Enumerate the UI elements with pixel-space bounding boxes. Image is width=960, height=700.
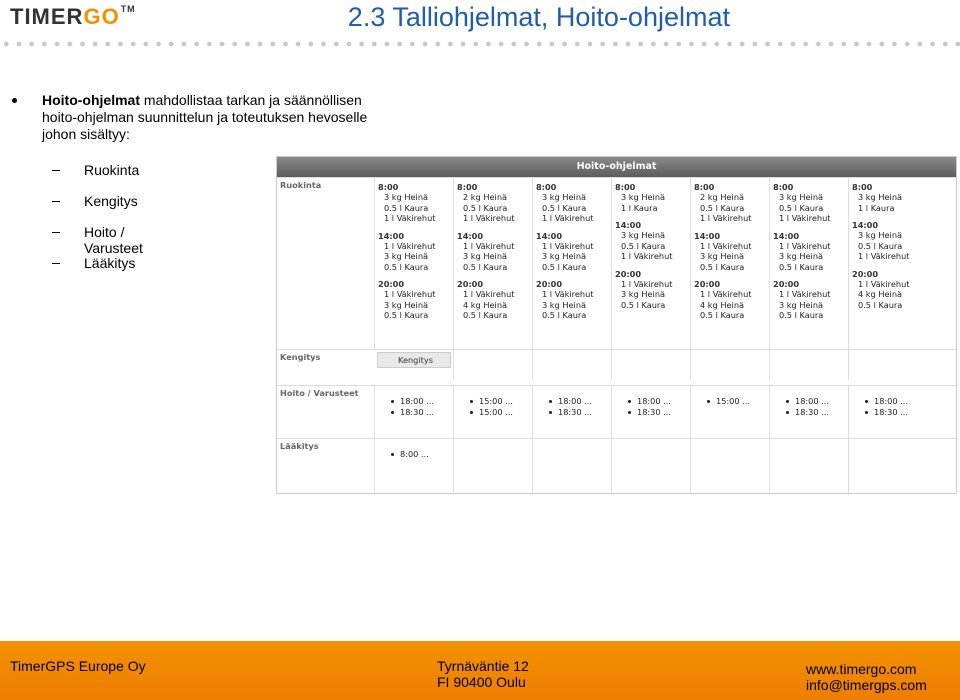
footer-email-link[interactable]: info@timergps.com: [806, 677, 927, 693]
dash-icon: [52, 263, 60, 264]
feed-item: 0.5 l Kaura: [858, 240, 903, 251]
feed-item: 1 l Väkirehut: [542, 289, 594, 299]
feed-item: 3 kg Heinä: [384, 192, 429, 202]
bullet-icon: [12, 98, 17, 103]
hoito-entry[interactable]: 15:00 ...: [691, 396, 766, 407]
laakitys-day-column: [611, 439, 687, 495]
feed-item: 1 l Väkirehut: [384, 240, 436, 251]
intro-text: mahdollistaa tarkan ja säännöllisen hoito-ohjelman suunnittelun ja toteutuksen hevoselle johon sisältyy:: [42, 92, 368, 142]
feeding-time: 8:00: [536, 182, 557, 192]
feeding-time: 20:00: [615, 268, 642, 279]
feed-item: 1 l Väkirehut: [621, 251, 673, 261]
hoito-day-column: [611, 386, 687, 439]
hoito-entry[interactable]: 18:30 ...: [770, 407, 845, 418]
feeding-time: 20:00: [378, 279, 405, 289]
feed-item: 1 l Väkirehut: [779, 213, 831, 223]
ruokinta-day-column: [848, 178, 924, 350]
feeding-time: 8:00: [694, 182, 715, 192]
hoito-day-column: [532, 386, 608, 439]
feed-item: 3 kg Heinä: [858, 230, 903, 240]
laakitys-day-column: [453, 439, 529, 495]
hoito-ohjelmat-panel: [276, 156, 957, 494]
feed-item: 0.5 l Kaura: [700, 310, 745, 320]
feed-item: 3 kg Heinä: [384, 251, 429, 261]
timergo-logo: [10, 4, 136, 30]
laakitys-day-column: [690, 439, 766, 495]
feed-item: 1 l Väkirehut: [542, 240, 594, 251]
slot-gap: [457, 224, 529, 230]
hoito-entry[interactable]: 18:00 ...: [533, 396, 608, 407]
row-label-kengitys: Kengitys: [280, 352, 321, 362]
kengitys-day-column: [611, 350, 687, 380]
slot-gap: [852, 262, 924, 268]
laakitys-day-column: [769, 439, 845, 495]
feed-item: 0.5 l Kaura: [779, 202, 824, 213]
feeding-time: 8:00: [378, 182, 399, 192]
hoito-day-column: [690, 386, 766, 439]
list-item-label: Lääkitys: [84, 255, 136, 271]
kengitys-button[interactable]: Kengitys: [377, 352, 451, 368]
hoito-entry[interactable]: 18:00 ...: [612, 396, 687, 407]
feeding-time: 20:00: [457, 279, 484, 289]
footer-address: [437, 658, 529, 690]
feed-item: 1 l Väkirehut: [542, 213, 594, 223]
feed-item: 1 l Kaura: [621, 202, 658, 213]
feed-item: 0.5 l Kaura: [858, 299, 903, 310]
ruokinta-day-column: [532, 178, 608, 350]
hoito-entry[interactable]: 18:30 ...: [533, 407, 608, 418]
feeding-time: 14:00: [852, 220, 879, 230]
footer-contact: [806, 661, 927, 693]
feed-item: 1 l Väkirehut: [779, 240, 831, 251]
slot-gap: [378, 272, 450, 278]
feed-item: 1 l Väkirehut: [700, 240, 752, 251]
logo-tm: TM: [120, 4, 136, 14]
feed-item: 3 kg Heinä: [779, 251, 824, 261]
kengitys-day-column: [690, 350, 766, 380]
laakitys-entry[interactable]: 8:00 ...: [375, 449, 450, 460]
intro-bold: Hoito-ohjelmat: [42, 92, 140, 108]
feed-item: 4 kg Heinä: [463, 299, 508, 310]
feeding-time: 20:00: [773, 279, 800, 289]
row-label-hoito: Hoito / Varusteet: [280, 388, 359, 398]
logo-text-go: GO: [83, 4, 120, 29]
feeding-time: 14:00: [457, 230, 484, 241]
laakitys-row: [277, 438, 956, 495]
row-label-ruokinta: Ruokinta: [280, 180, 322, 190]
list-item-label: Kengitys: [84, 193, 138, 209]
slot-gap: [773, 272, 845, 278]
footer-web-link[interactable]: www.timergo.com: [806, 661, 917, 677]
slot-gap: [694, 272, 766, 278]
feed-item: 1 l Väkirehut: [858, 251, 910, 261]
ruokinta-day-column: [690, 178, 766, 350]
feed-item: 0.5 l Kaura: [384, 310, 429, 320]
ruokinta-day-column: [769, 178, 845, 350]
feed-item: 3 kg Heinä: [779, 192, 824, 202]
feeding-time: 8:00: [852, 182, 873, 192]
slot-gap: [694, 224, 766, 230]
hoito-day-column: [453, 386, 529, 439]
feed-item: 0.5 l Kaura: [384, 202, 429, 213]
feed-item: 0.5 l Kaura: [384, 261, 429, 272]
feed-item: 1 l Väkirehut: [700, 213, 752, 223]
feed-item: 3 kg Heinä: [779, 299, 824, 310]
feeding-time: 8:00: [457, 182, 478, 192]
laakitys-day-column: [848, 439, 924, 495]
hoito-entry[interactable]: 18:00 ...: [375, 396, 450, 407]
laakitys-day-column: [374, 439, 450, 495]
feed-item: 1 l Väkirehut: [779, 289, 831, 299]
row-label-laakitys: Lääkitys: [280, 441, 319, 451]
hoito-entry[interactable]: 18:30 ...: [612, 407, 687, 418]
feed-item: 0.5 l Kaura: [779, 310, 824, 320]
feeding-time: 14:00: [536, 230, 563, 241]
hoito-entry[interactable]: 18:30 ...: [849, 407, 924, 418]
intro-paragraph: [42, 92, 392, 143]
feeding-time: 20:00: [852, 268, 879, 279]
feed-item: 0.5 l Kaura: [463, 310, 508, 320]
list-item-label: Hoito / Varusteet: [84, 224, 143, 256]
footer-street: Tyrnäväntie 12: [437, 658, 529, 674]
feed-item: 0.5 l Kaura: [700, 202, 745, 213]
hoito-day-column: [769, 386, 845, 439]
ruokinta-day-column: [611, 178, 687, 350]
feed-item: 1 l Kaura: [858, 202, 895, 213]
feed-item: 3 kg Heinä: [858, 192, 903, 202]
slot-gap: [615, 262, 687, 268]
hoito-entry[interactable]: 18:00 ...: [770, 396, 845, 407]
footer: [0, 641, 960, 700]
slot-gap: [852, 213, 924, 219]
feed-item: 3 kg Heinä: [621, 192, 666, 202]
feed-item: 0.5 l Kaura: [700, 261, 745, 272]
kengitys-day-column: [532, 350, 608, 380]
kengitys-day-column: [848, 350, 924, 380]
kengitys-day-column: [769, 350, 845, 380]
feed-item: 3 kg Heinä: [621, 289, 666, 299]
feed-item: 3 kg Heinä: [542, 299, 587, 310]
feed-item: 4 kg Heinä: [858, 289, 903, 299]
hoito-entry[interactable]: 15:00 ...: [454, 396, 529, 407]
feeding-time: 8:00: [615, 182, 636, 192]
panel-title: Hoito-ohjelmat: [277, 157, 956, 177]
feed-item: 1 l Väkirehut: [700, 289, 752, 299]
feed-item: 1 l Väkirehut: [858, 278, 910, 289]
feed-item: 4 kg Heinä: [700, 299, 745, 310]
slot-gap: [615, 213, 687, 219]
ruokinta-day-column: [374, 178, 450, 350]
list-item-label: Ruokinta: [84, 162, 140, 178]
footer-city: FI 90400 Oulu: [437, 674, 526, 690]
hoito-day-column: [848, 386, 924, 439]
hoito-day-column: [374, 386, 450, 439]
feed-item: 2 kg Heinä: [700, 192, 745, 202]
dash-icon: [52, 232, 60, 233]
logo-text-timer: TIMER: [10, 4, 84, 29]
feeding-time: 20:00: [694, 279, 721, 289]
footer-company: TimerGPS Europe Oy: [10, 658, 146, 674]
feeding-time: 14:00: [615, 220, 642, 230]
ruokinta-day-column: [453, 178, 529, 350]
slot-gap: [773, 224, 845, 230]
feeding-time: 14:00: [694, 230, 721, 241]
dash-icon: [52, 170, 60, 171]
slot-gap: [536, 224, 608, 230]
hoito-row: [277, 385, 956, 439]
hoito-entry[interactable]: 18:00 ...: [849, 396, 924, 407]
feed-item: 0.5 l Kaura: [542, 202, 587, 213]
feed-item: 0.5 l Kaura: [621, 299, 666, 310]
feeding-time: 14:00: [378, 230, 405, 241]
feed-item: 3 kg Heinä: [700, 251, 745, 261]
dotted-divider: [0, 40, 960, 48]
feed-item: 1 l Väkirehut: [463, 240, 515, 251]
feed-item: 0.5 l Kaura: [542, 261, 587, 272]
slot-gap: [378, 224, 450, 230]
hoito-entry[interactable]: 15:00 ...: [454, 407, 529, 418]
dash-icon: [52, 201, 60, 202]
laakitys-day-column: [532, 439, 608, 495]
slot-gap: [536, 272, 608, 278]
feed-item: 0.5 l Kaura: [463, 261, 508, 272]
feed-item: 0.5 l Kaura: [779, 261, 824, 272]
slot-gap: [457, 272, 529, 278]
feed-item: 1 l Väkirehut: [463, 213, 515, 223]
feed-item: 1 l Väkirehut: [384, 213, 436, 223]
feeding-time: 20:00: [536, 279, 563, 289]
feed-item: 1 l Väkirehut: [621, 278, 673, 289]
feed-item: 3 kg Heinä: [542, 192, 587, 202]
hoito-entry[interactable]: 18:30 ...: [375, 407, 450, 418]
feed-item: 3 kg Heinä: [384, 299, 429, 310]
feed-item: 0.5 l Kaura: [463, 202, 508, 213]
feed-item: 3 kg Heinä: [621, 230, 666, 240]
page-title: 2.3 Talliohjelmat, Hoito-ohjelmat: [347, 2, 730, 32]
feed-item: 2 kg Heinä: [463, 192, 508, 202]
feed-item: 1 l Väkirehut: [384, 289, 436, 299]
feed-item: 3 kg Heinä: [463, 251, 508, 261]
feeding-time: 14:00: [773, 230, 800, 241]
ruokinta-row: [277, 177, 956, 350]
feed-item: 0.5 l Kaura: [542, 310, 587, 320]
feed-item: 3 kg Heinä: [542, 251, 587, 261]
feed-item: 1 l Väkirehut: [463, 289, 515, 299]
kengitys-day-column: [453, 350, 529, 380]
feed-item: 0.5 l Kaura: [621, 240, 666, 251]
feeding-time: 8:00: [773, 182, 794, 192]
kengitys-row: [277, 349, 956, 380]
